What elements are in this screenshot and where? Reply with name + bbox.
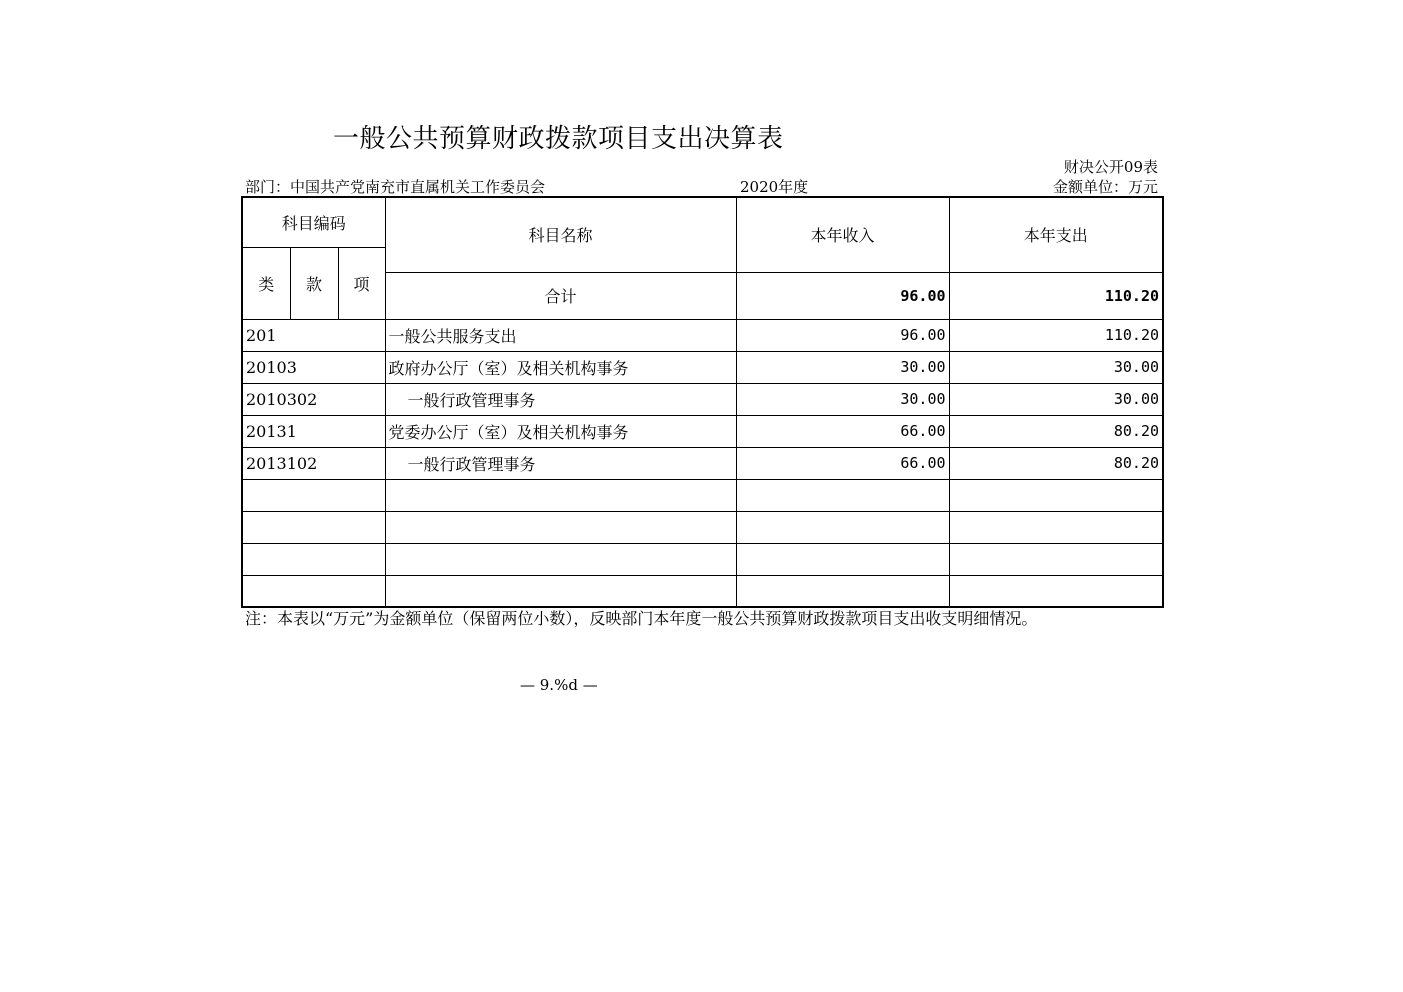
header-name: 科目名称: [385, 197, 736, 272]
header-income: 本年收入: [736, 197, 949, 272]
empty-row: [242, 511, 1163, 543]
header-xiang: 项: [338, 247, 385, 319]
table-row: [242, 383, 1163, 415]
row-code: 201: [242, 319, 385, 351]
row-income: 30.00: [736, 383, 949, 415]
total-expense: 110.20: [949, 272, 1163, 319]
table-row: [242, 351, 1163, 383]
row-expense: 30.00: [949, 351, 1163, 383]
row-name: 一般公共服务支出: [385, 319, 736, 351]
total-label: 合计: [385, 272, 736, 319]
row-income: 66.00: [736, 415, 949, 447]
row-name: 一般行政管理事务: [385, 447, 736, 479]
row-income: 30.00: [736, 351, 949, 383]
row-code: 2010302: [242, 383, 385, 415]
empty-row: [242, 543, 1163, 575]
row-expense: 80.20: [949, 415, 1163, 447]
total-income: 96.00: [736, 272, 949, 319]
header-lei: 类: [242, 247, 290, 319]
header-kuan: 款: [290, 247, 338, 319]
header-expense: 本年支出: [949, 197, 1163, 272]
footnote: 注：本表以“万元”为金额单位（保留两位小数），反映部门本年度一般公共预算财政拨款项目支出收支明细情况。: [245, 609, 1038, 628]
header-code: 科目编码: [242, 197, 385, 247]
form-number: 财决公开09表: [1063, 158, 1158, 176]
expenditure-table: [241, 196, 1164, 608]
row-income: 96.00: [736, 319, 949, 351]
empty-row: [242, 575, 1163, 607]
row-code: 20131: [242, 415, 385, 447]
unit-label: 金额单位：万元: [1052, 178, 1158, 196]
table-row: [242, 415, 1163, 447]
row-expense: 30.00: [949, 383, 1163, 415]
row-code: 2013102: [242, 447, 385, 479]
row-income: 66.00: [736, 447, 949, 479]
table-row: [242, 319, 1163, 351]
page-title: 一般公共预算财政拨款项目支出决算表: [333, 124, 784, 154]
table-row: [242, 447, 1163, 479]
row-name: 政府办公厅（室）及相关机构事务: [385, 351, 736, 383]
row-name: 一般行政管理事务: [385, 383, 736, 415]
year-label: 2020年度: [740, 178, 809, 196]
row-expense: 110.20: [949, 319, 1163, 351]
row-name: 党委办公厅（室）及相关机构事务: [385, 415, 736, 447]
page-number: — 9.%d —: [520, 676, 598, 694]
row-code: 20103: [242, 351, 385, 383]
row-expense: 80.20: [949, 447, 1163, 479]
empty-row: [242, 479, 1163, 511]
department-label: 部门：中国共产党南充市直属机关工作委员会: [245, 178, 546, 196]
